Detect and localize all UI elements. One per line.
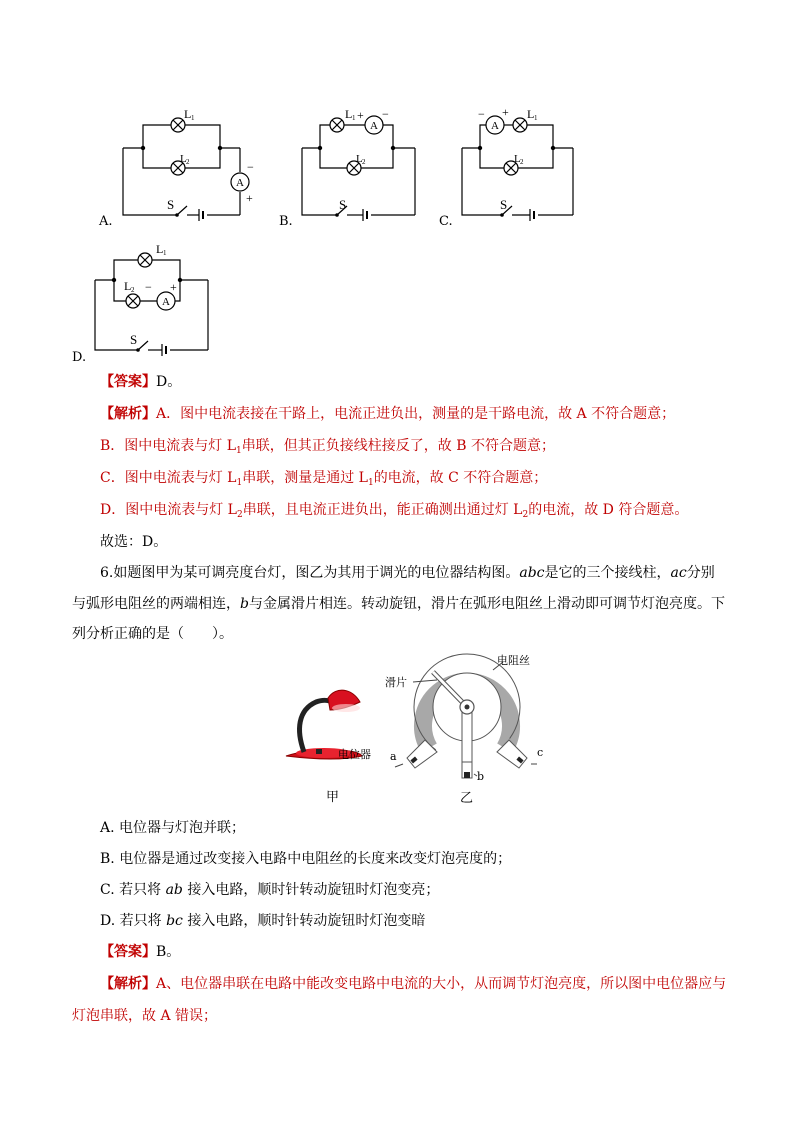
option-a-label: A. [99,214,113,229]
figure-yi-caption: 乙 [460,791,474,806]
circuit-b-diagram [275,100,425,230]
q6-stem-4: 与弧形电阻丝的两端相连， [72,596,240,612]
q6-analysis-line1 [100,974,726,994]
svg-text:+: + [170,280,177,294]
q6-option-c [100,880,439,900]
q6-stem-line2 [72,594,725,614]
q5-line-d-3: 的电流，故 D 符合题意。 [528,502,689,518]
q5-line-c-3: 的电流，故 C 不符合题意； [373,470,548,486]
svg-text:2: 2 [186,158,190,166]
potentiometer-label: 电位器 [338,748,371,761]
svg-text:−: − [247,160,254,174]
q6-stem-abc: abc [519,565,545,581]
svg-text:S: S [500,197,508,212]
q5-line-b-1: B．图中电流表与灯 L [100,438,237,454]
q6-stem-2: 是它的三个接线柱， [544,565,671,581]
potentiometer-structure-diagram [385,650,555,800]
svg-text:−: − [145,280,152,294]
q6-stem-ac: ac [670,565,687,581]
q5-line-c-1: C．图中电流表与灯 L [100,470,237,486]
q6-option-d-1: D. 若只将 [100,913,167,929]
circuit-d [68,236,218,366]
svg-text:−: − [478,107,485,121]
svg-text:2: 2 [520,158,524,166]
q6-option-d-bc: bc [166,913,183,929]
q6-stem-3: 分别 [686,565,715,581]
svg-text:1: 1 [163,249,167,257]
svg-text:+: + [502,105,509,119]
q5-analysis-d [100,500,688,525]
svg-text:L: L [527,107,535,121]
q5-answer-value: D。 [156,374,182,390]
q6-answer [100,942,180,962]
svg-text:1: 1 [534,114,538,122]
svg-text:1: 1 [191,114,195,122]
resistance-wire-label: 电阻丝 [497,654,530,667]
q6-stem-b: b [240,596,249,612]
svg-text:−: − [382,107,389,121]
q5-line-c-sub-a: 1 [236,478,243,488]
q5-line-d-sub-a: 2 [236,510,243,520]
q5-line-b-sub: 1 [236,446,242,456]
slider-label: 滑片 [385,676,407,689]
svg-text:2: 2 [131,286,135,294]
terminal-c-label: c [537,746,544,759]
option-c-label: C. [439,214,453,229]
svg-text:A: A [370,120,378,132]
q6-option-d-2: 接入电路，顺时针转动旋钮时灯泡变暗 [182,913,426,929]
svg-text:+: + [357,108,364,122]
q5-answer-tag: 【答案】 [100,374,156,390]
terminal-a-label: a [390,750,397,763]
svg-text:L: L [124,279,132,293]
q5-analysis-b [100,436,555,461]
svg-text:L: L [356,153,363,165]
figure-jia-caption: 甲 [326,790,340,805]
q6-analysis-tag: 【解析】 [100,976,156,992]
q6-analysis-line2: 灯泡串联，故 A 错误； [72,1008,218,1024]
circuit-d-diagram [68,236,218,366]
figure-potentiometer [385,650,555,800]
svg-text:L: L [514,153,521,165]
circuit-a-diagram [95,100,260,230]
terminal-b-label: b [477,770,485,783]
svg-text:L: L [156,242,164,256]
svg-text:1: 1 [352,114,356,122]
svg-text:S: S [339,197,347,212]
q5-analysis-a [100,404,675,424]
q5-line-d-2: 串联，且电流正进负出，能正确测出通过灯 L [242,502,523,518]
svg-text:A: A [162,296,170,308]
q6-analysis-1: A、电位器串联在电路中能改变电路中电流的大小，从而调节灯泡亮度，所以图中电位器应与 [156,976,727,992]
q6-stem-line1 [100,563,715,583]
svg-text:S: S [130,332,138,347]
svg-text:L: L [345,107,353,121]
q6-answer-value: B。 [156,944,181,960]
q5-answer [100,372,181,392]
circuit-a [95,100,260,230]
q6-option-c-ab: ab [165,882,183,898]
option-d-label: D. [72,350,87,365]
q6-option-a: A. 电位器与灯泡并联； [100,820,246,836]
q5-line-d-sub-b: 2 [522,510,529,520]
svg-text:S: S [167,197,175,212]
svg-text:+: + [246,191,253,205]
q5-choose: 故选：D。 [100,534,168,550]
svg-text:A: A [236,177,244,189]
q5-analysis-c [100,468,547,493]
circuit-c [435,100,585,230]
q6-stem-1: 6.如题图甲为某可调亮度台灯，图乙为其用于调光的电位器结构图。 [100,565,520,581]
q6-option-d [100,911,425,931]
q6-option-b: B. 电位器是通过改变接入电路中电阻丝的长度来改变灯泡亮度的； [100,851,512,867]
q6-option-c-2: 接入电路，顺时针转动旋钮时灯泡变亮； [182,882,440,898]
svg-text:L: L [180,153,187,165]
q6-stem-line3: 列分析正确的是（ ）。 [72,626,233,642]
q5-line-b-2: 串联，但其正负接线柱接反了，故 B 不符合题意； [241,438,555,454]
svg-text:L: L [184,107,192,121]
q5-line-d-1: D．图中电流表与灯 L [100,502,237,518]
q6-answer-tag: 【答案】 [100,944,156,960]
q5-analysis-tag: 【解析】 [100,406,156,422]
circuit-c-diagram [435,100,585,230]
figure-lamp [276,680,386,770]
q5-line-a: A．图中电流表接在干路上，电流正进负出，测量的是干路电流，故 A 不符合题意； [156,406,676,422]
q5-line-c-sub-b: 1 [367,478,374,488]
q6-stem-5: 与金属滑片相连。转动旋钮，滑片在弧形电阻丝上滑动即可调节灯泡亮度。下 [248,596,725,612]
q6-option-c-1: C. 若只将 [100,882,166,898]
svg-text:2: 2 [362,158,366,166]
option-b-label: B. [279,214,293,229]
q5-line-c-2: 串联，测量是通过 L [242,470,368,486]
svg-text:A: A [491,120,499,132]
circuit-b [275,100,425,230]
